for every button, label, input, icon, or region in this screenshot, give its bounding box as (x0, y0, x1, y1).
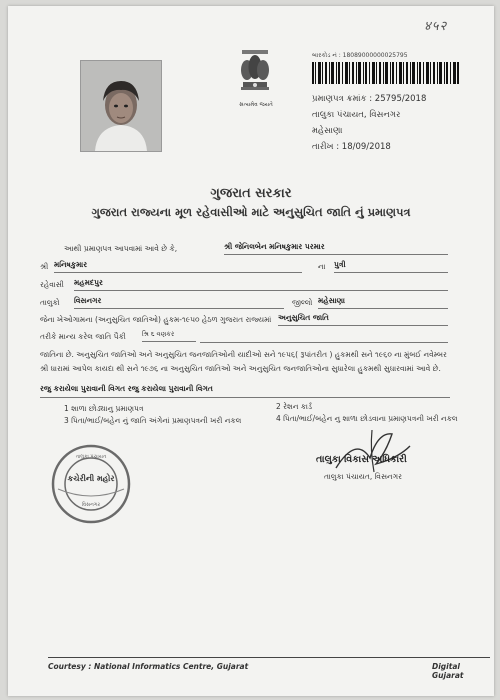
applicant-photo (80, 60, 162, 152)
certificate-page (8, 6, 494, 696)
barcode-label: બારકોડ નં : 18089000000025795 (312, 52, 408, 59)
father-name: મનિષકુમાર (54, 260, 302, 273)
seal-top-text: તાલુકા પંચાયત (75, 454, 107, 460)
handwritten-note: ४५२ (424, 19, 448, 34)
officer-signature (326, 428, 416, 474)
recognized-label: તરીકે માન્ય કરેલ જાતિ પૈકી (40, 332, 126, 341)
seal-bottom-text: વિસનગર (81, 502, 101, 508)
legal-paragraph-line-2: શ્રી ધારામાં આપેલ કાયદા થી સને ૧૯૭૬ ના અનુસુચિત જાતિઓ અને અનુસુચિત જનજાતિઓના સુધારેલા હુકમથી સુધારવામાં આવે છે. (40, 364, 441, 373)
document-title: ગુજરાત સરકાર (210, 186, 292, 201)
na-label: ના (318, 262, 326, 271)
district: મહેસાણા (318, 296, 448, 309)
taluka-label: તાલુકો (40, 298, 60, 307)
footer-brand: Digital Gujarat (432, 662, 464, 680)
legal-paragraph-line-1: જાતિના છે. અનુસુચિત જાતિઓ અને અનુસુચિત જનજાતિઓની યાદીઓ સને ૧૯૫૬( રૂપાંતરીત ) હુકમથી સને ૧૯૬૦ ના મુંબઈ નવેમ્બર (40, 350, 447, 359)
document-item: 3 પિતા/ભાઈ/બહેન નું જાતિ અંગેનાં પ્રમાણપત્રની ખરી નકલ (64, 416, 242, 425)
shri-label: શ્રી (40, 262, 49, 271)
child-portrait-image (81, 61, 161, 151)
signatory-office: તાલુકા પંચાયત, વિસનગર (324, 472, 402, 481)
seal-center-text: કચેરીની મહોર (67, 474, 115, 483)
state-emblem-icon (234, 48, 276, 104)
issue-date: તારીખ : 18/09/2018 (312, 142, 391, 152)
relation: પુત્રી (334, 260, 448, 273)
footer-courtesy: Courtesy : National Informatics Centre, Gujarat (48, 662, 249, 671)
document-item: 1 શાળા છોડ્યાનુ પ્રમાણપત્ર (64, 404, 144, 413)
issuing-district: મહેસાણા (312, 126, 343, 136)
footer-divider (48, 657, 490, 658)
document-item: 4 પિતા/ભાઈ/બહેન નુ શાળા છોડવાના પ્રમાણપત્રની ખરી નકલ (276, 414, 458, 423)
issuing-office: તાલુકા પંચાયત, વિસનગર (312, 110, 401, 120)
village: મહમદપુર (74, 278, 448, 291)
resident-label: રહેવાસી (40, 280, 64, 289)
sub-caste: શ્રિ ૬ વણકર (142, 330, 196, 342)
blank-line (200, 342, 448, 343)
barcode-image (312, 62, 460, 84)
document-subtitle: ગુજરાત રાજ્યના મૂળ રહેવાસીઓ માટે અનુસુચિત જાતિ નું પ્રમાણપત્ર (91, 205, 411, 219)
caste-value: અનુસુચિત જાતિ (278, 313, 448, 326)
taluka: વિસનગર (74, 296, 284, 309)
district-label: જીલ્લો (292, 298, 313, 307)
emblem-caption: સત્યમેવ જયતે (239, 102, 273, 108)
documents-heading: રજુ કરાયેલા પુરાવાની વિગત રજુ કરાયેલા પુરાવાની વિગત (40, 384, 213, 393)
document-item: 2 રેશન કાર્ડ (276, 402, 313, 411)
applicant-name: શ્રી જેનિલબેન મનિષકુમાર પરમાર (224, 242, 448, 255)
documents-divider (40, 397, 450, 398)
caste-label: જેના ખેઓગામના (અનુસુચિત જાતિઓ) હુકમ-૧૯૫૦ હેઠળ ગુજરાત રાજ્યમાં (40, 315, 272, 324)
signatory-title: તાલુકા વિકાસ અધિકારી (316, 454, 407, 465)
intro-label: આથી પ્રમાણપત્ર આપવામાં આવે છે કે, (64, 244, 178, 253)
certificate-number: પ્રમાણપત્ર ક્રમાંક : 25795/2018 (312, 94, 427, 104)
